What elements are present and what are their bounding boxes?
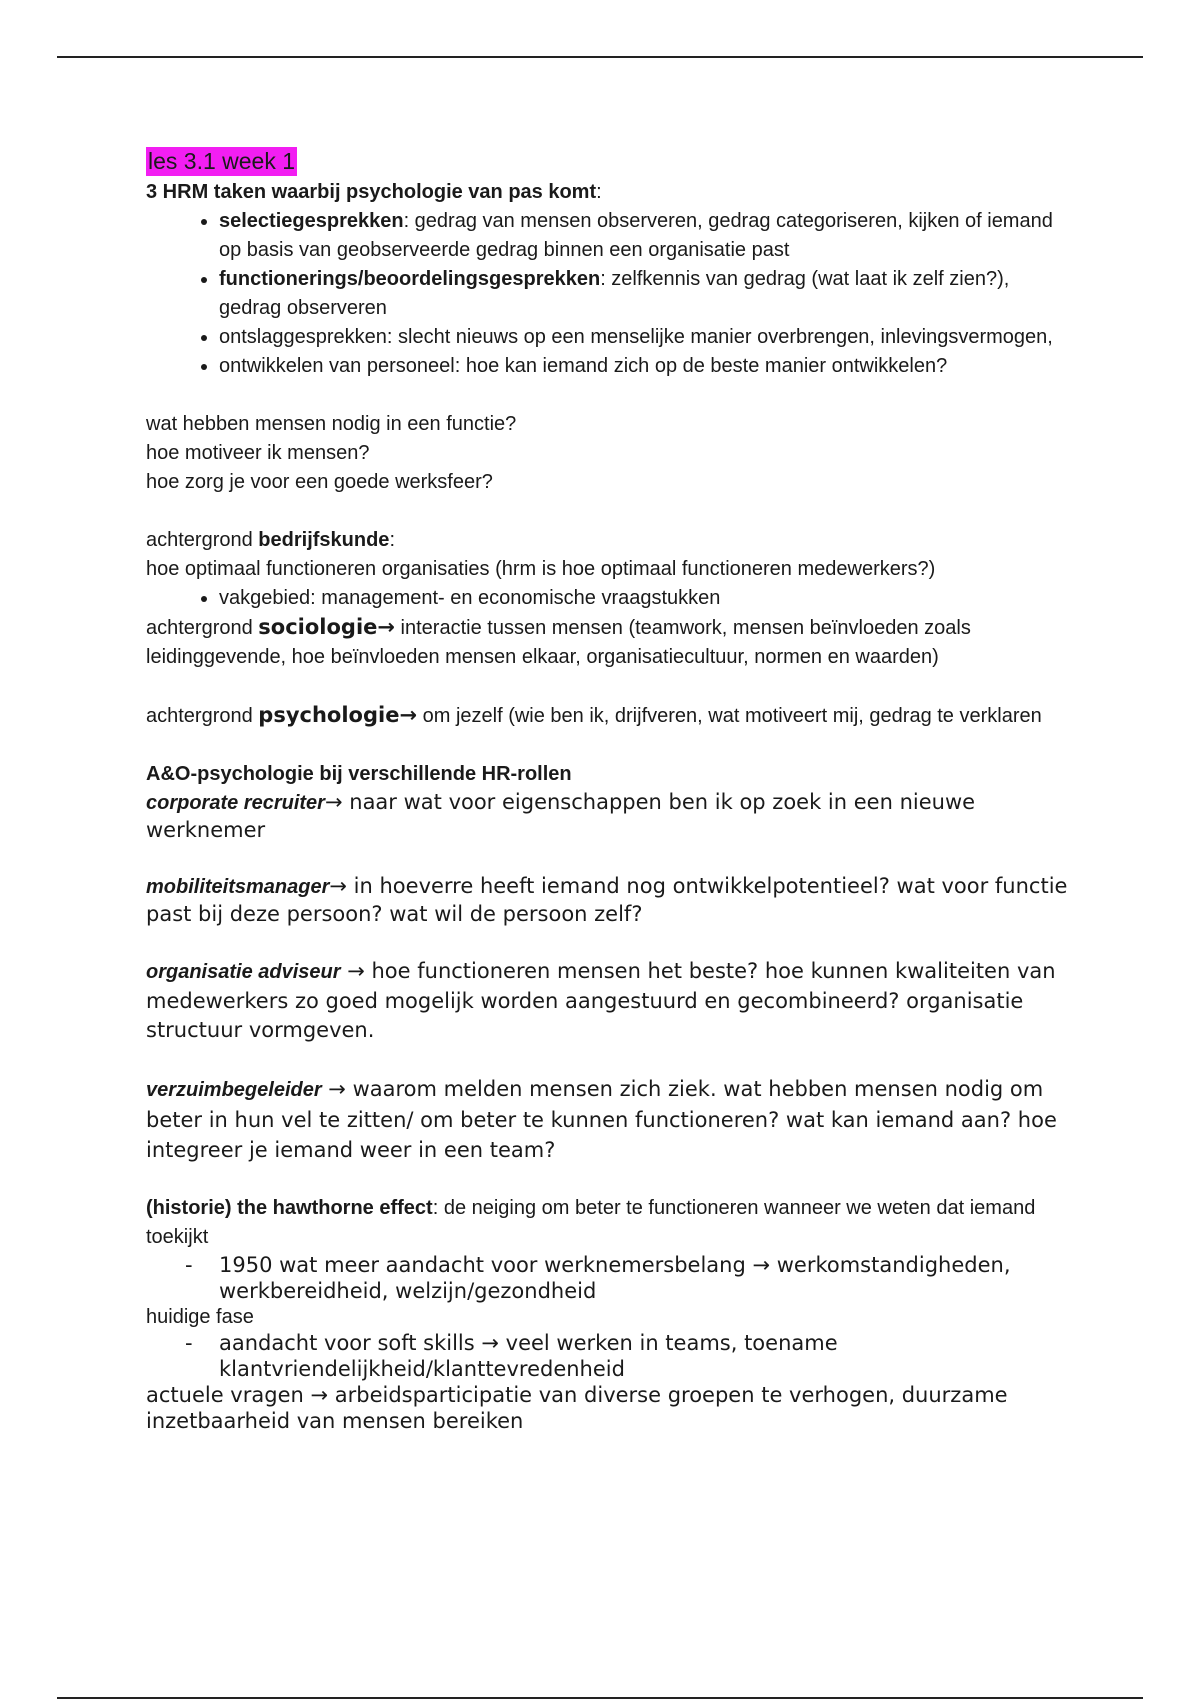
list-item: - aandacht voor soft skills → veel werken in teams, toename klantvriendelijkheid/klanttevredenheid [219, 1330, 1076, 1382]
item-extra: gedrag observeren [219, 297, 387, 319]
psychologie-paragraph [146, 701, 1076, 731]
role-name: mobiliteitsmanager [146, 876, 330, 898]
bold-term: sociologie→ [258, 615, 395, 639]
question-line: wat hebben mensen nodig in een functie? [146, 413, 517, 435]
role-text: waarom melden mensen zich ziek. wat hebben mensen nodig om beter in hun vel te zitten/ om beter te kunnen functioneren? wat kan iemand aan? hoe integreer je iemand weer in een team? [146, 1077, 1057, 1162]
page-title [146, 147, 1076, 178]
role-text: in hoeverre heeft iemand nog ontwikkelpotentieel? wat voor functie past bij deze persoon? wat wil de persoon zelf? [146, 874, 1068, 926]
role-paragraph [146, 1074, 1076, 1165]
role-paragraph [146, 957, 1076, 1045]
bold-term: (historie) the hawthorne effect [146, 1197, 433, 1219]
role-paragraph [146, 873, 1076, 928]
list-item: • vakgebied: management- en economische vraagstukken [219, 584, 1076, 613]
list-item [219, 323, 1076, 352]
actual-questions: actuele vragen → arbeidsparticipatie van diverse groepen te verhogen, duurzame inzetbaarheid van mensen bereiken [146, 1383, 1008, 1433]
role-text: hoe functioneren mensen het beste? hoe kunnen kwaliteiten van medewerkers zo goed mogelijk worden aangestuurd en gecombineerd? organisatie structuur vormgeven. [146, 959, 1056, 1042]
arrow: → [340, 959, 365, 983]
hrm-task-list [146, 207, 1076, 381]
history-list [146, 1252, 1076, 1304]
list-item [219, 207, 1076, 265]
bedrijfskunde-line: hoe optimaal functioneren organisaties (hrm is hoe optimaal functioneren medewerkers?) [146, 558, 936, 580]
list-item [219, 265, 1076, 323]
roles-heading [146, 760, 1076, 789]
bedrijfskunde-heading [146, 526, 1076, 555]
hrm-heading-colon: : [596, 181, 602, 203]
paragraph-text: interactie tussen mensen (teamwork, mensen beïnvloeden zoals leidinggevende, hoe beïnvloeden mensen elkaar, organisatiecultuur, normen en waarden) [146, 617, 971, 668]
question-line: hoe zorg je voor een goede werksfeer? [146, 471, 493, 493]
hrm-heading [146, 178, 1076, 207]
role-name: organisatie adviseur [146, 961, 341, 983]
bold-term: bedrijfskunde [258, 529, 390, 551]
prefix: achtergrond [146, 617, 259, 639]
bold-term: psychologie→ [258, 703, 418, 727]
bottom-rule [57, 1697, 1143, 1699]
hrm-heading-bold: 3 HRM taken waarbij psychologie van pas komt [146, 181, 597, 203]
sociologie-paragraph [146, 613, 1076, 672]
roles-heading-text: A&O-psychologie bij verschillende HR-rollen [146, 763, 572, 785]
phase-list [146, 1330, 1076, 1382]
highlighted-title: les 3.1 week 1 [148, 148, 296, 174]
role-text: naar wat voor eigenschappen ben ik op zoek in een nieuwe werknemer [146, 790, 976, 842]
item-text: : zelfkennis van gedrag (wat laat ik zelf zien?), [600, 268, 1010, 290]
arrow: → [329, 874, 347, 898]
item-text: : gedrag van mensen observeren, gedrag categoriseren, kijken of iemand op basis van geobserveerde gedrag binnen een organisatie past [219, 210, 1053, 261]
item-bold: functionerings/beoordelingsgesprekken [219, 268, 601, 290]
top-rule [57, 56, 1143, 58]
list-item [219, 352, 1076, 381]
hawthorne-paragraph [146, 1194, 1076, 1252]
prefix: achtergrond [146, 529, 259, 551]
paragraph-text: : de neiging om beter te functioneren wanneer we weten dat iemand toekijkt [146, 1197, 1036, 1248]
role-paragraph [146, 789, 1076, 844]
list-item: - 1950 wat meer aandacht voor werknemersbelang → werkomstandigheden, werkbereidheid, welzijn/gezondheid [219, 1252, 1076, 1304]
item-text: ontwikkelen van personeel: hoe kan iemand zich op de beste manier ontwikkelen? [219, 355, 948, 377]
paragraph-text: om jezelf (wie ben ik, drijfveren, wat motiveert mij, gedrag te verklaren [417, 705, 1042, 727]
role-name: verzuimbegeleider [146, 1079, 322, 1101]
bedrijfskunde-list [146, 584, 1076, 613]
document-body [146, 147, 1076, 1434]
phase-label: huidige fase [146, 1306, 254, 1328]
arrow: → [321, 1077, 346, 1101]
item-bold: selectiegesprekken [219, 210, 404, 232]
suffix: : [389, 529, 395, 551]
item-text: ontslaggesprekken: slecht nieuws op een menselijke manier overbrengen, inlevingsvermogen, [219, 326, 1053, 348]
prefix: achtergrond [146, 705, 259, 727]
role-name: corporate recruiter [146, 792, 325, 814]
question-line: hoe motiveer ik mensen? [146, 442, 370, 464]
arrow: → [324, 790, 343, 814]
